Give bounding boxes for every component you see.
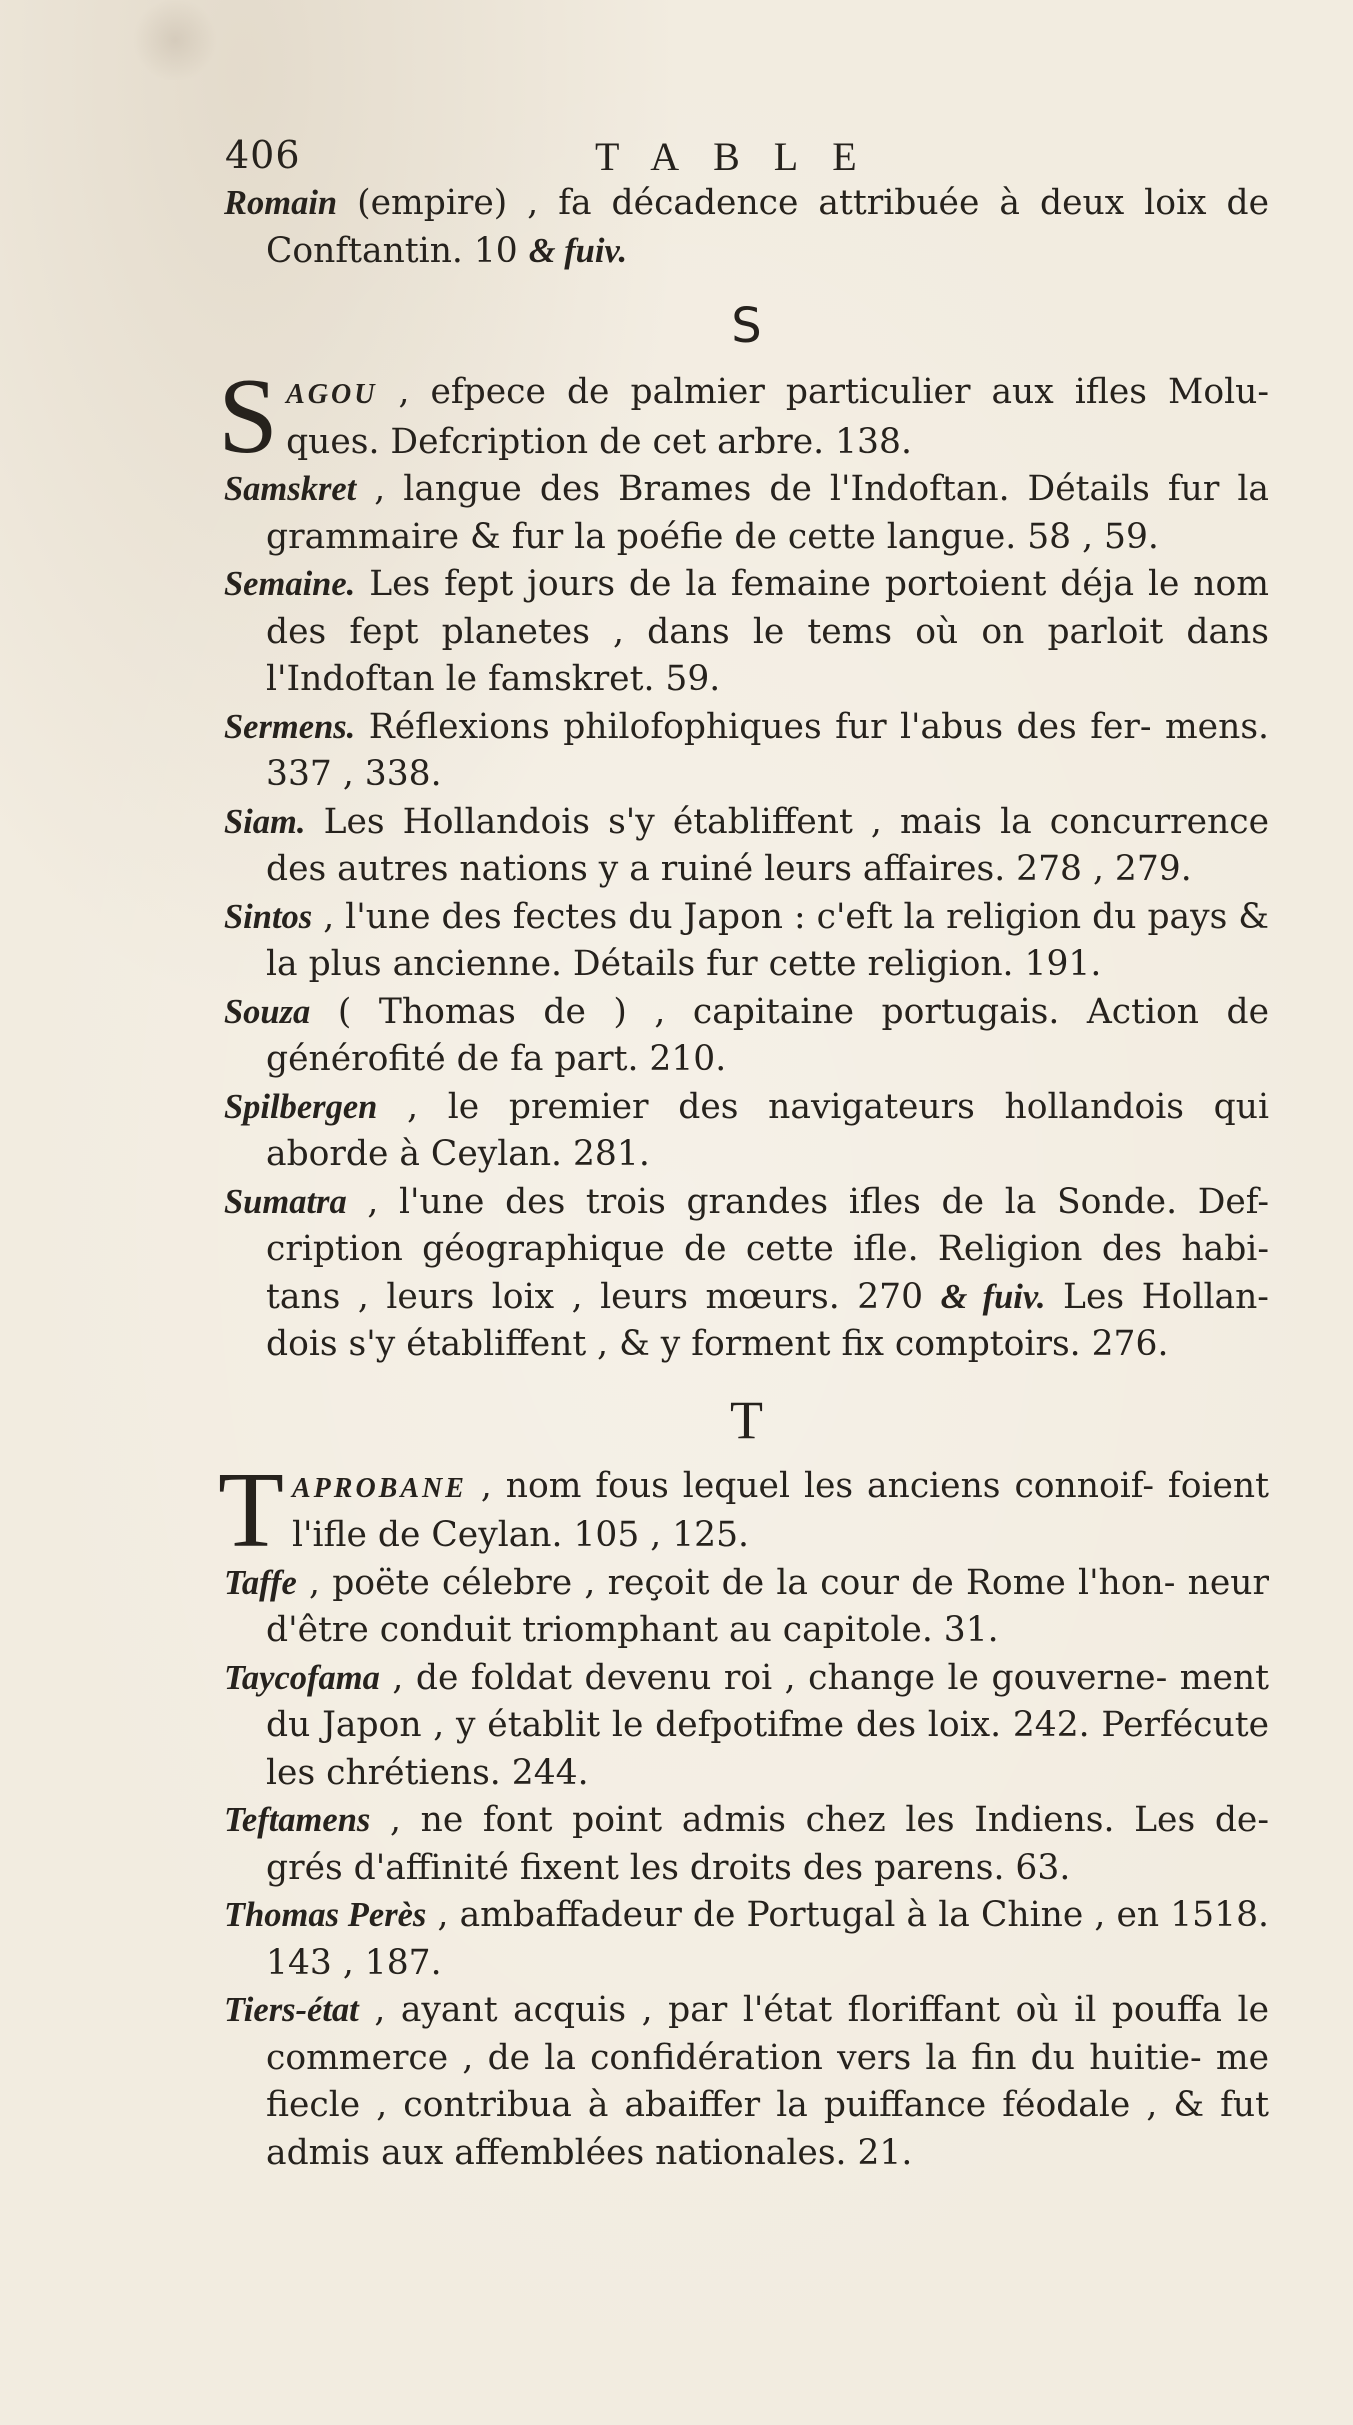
entry-head: Tiers-état (224, 1991, 359, 2029)
entry-head: Thomas Perès (224, 1896, 427, 1934)
entry-text-italic: & fuiv. (528, 231, 628, 270)
entry-text: Réflexions philofophiques fur l'abus des fer- mens. 337 , 338. (266, 706, 1269, 794)
drop-cap: S (218, 357, 279, 476)
index-entry (224, 894, 1269, 989)
index-entry (224, 466, 1269, 561)
entry-text: Les fept jours de la femaine portoient déja le nom des fept planetes , dans le tems où on parloit dans l'Indoftan le famskret. 59. (266, 564, 1269, 699)
page-header (205, 133, 1145, 183)
entry-text: , ne font point admis chez les Indiens. Les de- grés d'affinité fixent les droits des parens. 63. (266, 1800, 1269, 1888)
index-entry (224, 1560, 1269, 1655)
entry-text: , l'une des fectes du Japon : c'eft la religion du pays & la plus ancienne. Détails fur cette religion. 191. (266, 896, 1269, 984)
entry-head: Romain (224, 184, 338, 222)
entry-head: Siam. (224, 802, 306, 841)
entry-head: APROBANE (291, 1472, 467, 1504)
entry-head: Souza (224, 992, 311, 1031)
index-entry-taprobane (218, 1450, 1269, 1570)
index-entry-romain (224, 180, 1269, 275)
entry-text: Les Hollan- dois s'y établiffent , & y forment fix comptoirs. 276. (266, 1276, 1269, 1364)
entry-head: Sumatra (224, 1182, 347, 1221)
index-entry (224, 1655, 1269, 1798)
entry-text: (empire) , fa décadence attribuée à deux loix de Conftantin. 10 (266, 183, 1269, 271)
entry-head: Spilbergen (224, 1087, 378, 1126)
entry-text: , le premier des navigateurs hollandois qui aborde à Ceylan. 281. (266, 1086, 1269, 1174)
page-number: 406 (225, 133, 301, 177)
entry-text: , efpece de palmier particulier aux ifles Molu- ques. Defcription de cet arbre. 138. (286, 372, 1269, 462)
entry-head: Teftamens (224, 1801, 371, 1839)
index-entry (224, 1179, 1269, 1369)
entry-head: Sintos (224, 897, 313, 936)
entry-text: ( Thomas de ) , capitaine portugais. Action de générofité de fa part. 210. (266, 991, 1269, 1079)
entry-text: , poëte célebre , reçoit de la cour de Rome l'hon- neur d'être conduit triomphant au capitole. 31. (266, 1562, 1269, 1650)
index-entry (224, 989, 1269, 1084)
entry-head: Sermens. (224, 707, 356, 746)
entry-head: Taycofama (224, 1658, 380, 1697)
entry-text: , l'une des trois grandes ifles de la Sonde. Def- cription géographique de cette ifle. Religion des habi- tans , leurs loix , leurs mœurs. 270 (266, 1181, 1269, 1317)
entry-head: AGOU (286, 379, 378, 410)
entry-head: Taffe (224, 1563, 297, 1602)
index-content (218, 180, 1269, 2177)
index-entry (224, 1797, 1269, 1892)
entry-text: , langue des Brames de l'Indoftan. Détails fur la grammaire & fur la poéfie de cette langue. 58 , 59. (266, 469, 1269, 557)
entry-text-italic: & fuiv. (940, 1277, 1046, 1316)
section-letter-t: T (730, 1389, 763, 1450)
entry-head: Samskret (224, 470, 357, 508)
running-title: TABLE (595, 134, 891, 179)
index-entry (224, 1987, 1269, 2177)
section-letter-s: S (731, 298, 762, 354)
entry-text: Les Hollandois s'y établiffent , mais la concurrence des autres nations y a ruiné leurs affaires. 278 , 279. (266, 801, 1269, 889)
paper-stain (130, 0, 220, 80)
entry-text: , nom fous lequel les anciens connoif- foient l'ifle de Ceylan. 105 , 125. (291, 1465, 1269, 1555)
entry-head: Semaine. (224, 565, 356, 603)
index-entry (224, 1892, 1269, 1987)
drop-cap: T (218, 1450, 284, 1570)
index-entry (224, 561, 1269, 704)
index-entry (224, 704, 1269, 799)
entry-text: , de foldat devenu roi , change le gouverne- ment du Japon , y établit le defpotifme des loix. 242. Perfécute les chrétiens. 244. (266, 1657, 1269, 1793)
index-entry (224, 799, 1269, 894)
index-entry (224, 1084, 1269, 1179)
index-entry-sagou (218, 357, 1269, 476)
entry-text: , ayant acquis , par l'état floriffant où il pouffa le commerce , de la confidération vers la fin du huitie- me fiecle , contribua à abaiffer la puiffance féodale , & fut admis aux affemblées nationales. 21. (266, 1990, 1269, 2173)
entry-text: , ambaffadeur de Portugal à la Chine , en 1518. 143 , 187. (266, 1895, 1269, 1983)
